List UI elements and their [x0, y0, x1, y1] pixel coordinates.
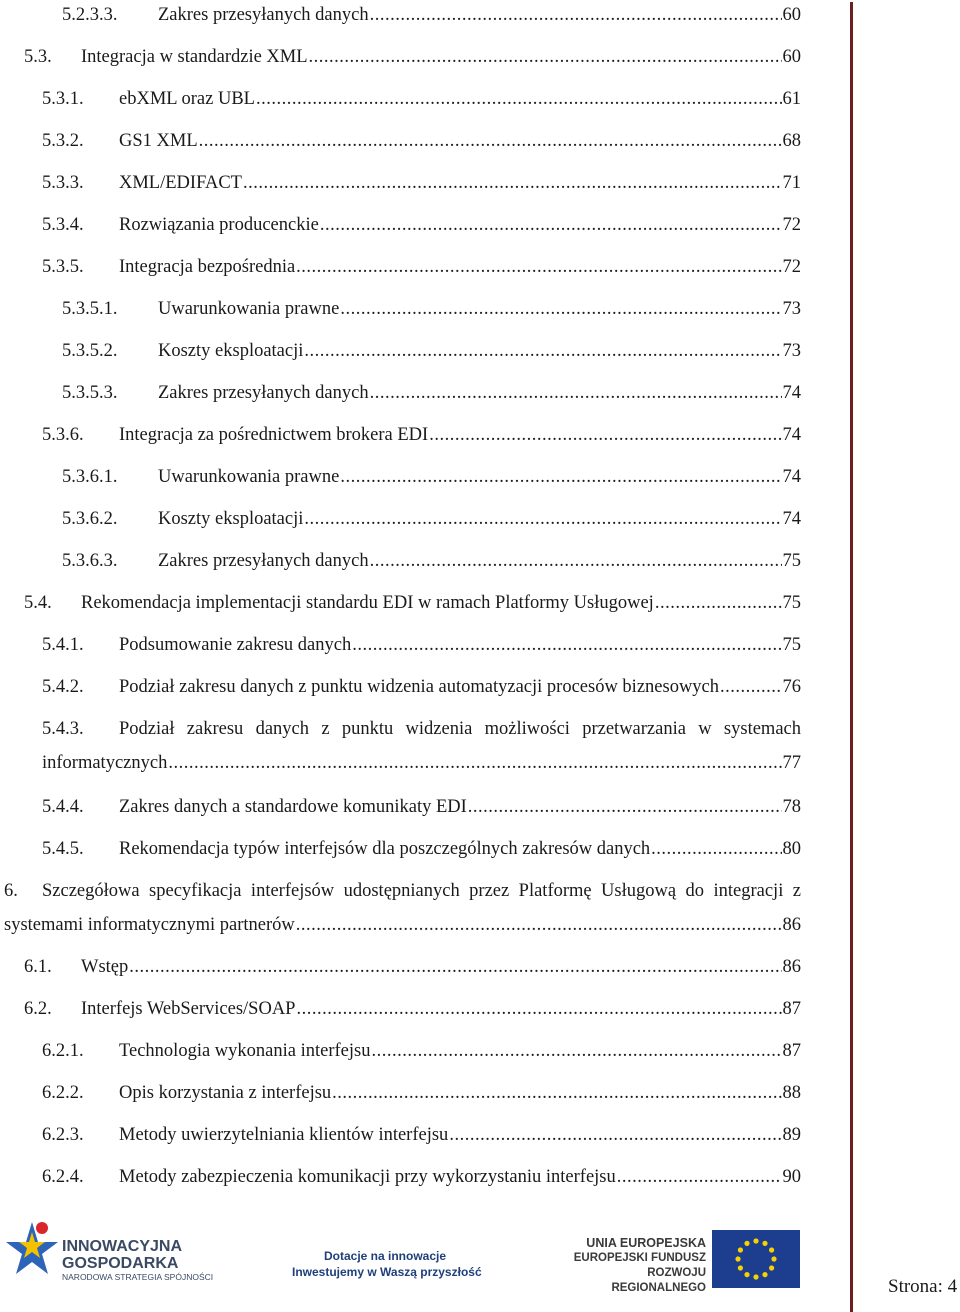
- toc-title: Szczegółowa specyfikacja interfejsów udostępnianych przez Platformę Usługową do integracji z: [42, 881, 801, 901]
- toc-title: Metody uwierzytelniania klientów interfejsu: [119, 1125, 449, 1145]
- toc-page: 68: [782, 131, 801, 151]
- toc-title: Rekomendacja typów interfejsów dla poszczególnych zakresów danych: [119, 839, 651, 859]
- toc-number: 5.4.1.: [42, 635, 84, 655]
- toc-page: 73: [782, 341, 801, 361]
- eu-line: UNIA EUROPEJSKA: [586, 1236, 706, 1250]
- toc-page: 75: [782, 635, 801, 655]
- toc-number: 6.2.3.: [42, 1125, 84, 1145]
- toc-leader: [720, 676, 781, 698]
- toc-leader: [320, 214, 782, 236]
- toc-leader: [129, 956, 781, 978]
- toc-title: Rekomendacja implementacji standardu EDI w ramach Platformy Usługowej: [81, 593, 654, 613]
- toc-number: 6.1.: [24, 957, 52, 977]
- toc-title: Integracja w standardzie XML: [81, 47, 308, 67]
- toc-page: 89: [782, 1125, 801, 1145]
- toc-title: Uwarunkowania prawne: [158, 299, 340, 319]
- toc-number: 5.3.5.2.: [62, 341, 118, 361]
- slogan-line: Dotacje na innowacje: [324, 1249, 447, 1263]
- toc-number: 6.2.1.: [42, 1041, 84, 1061]
- toc-leader: [370, 4, 782, 26]
- logo-line: INNOWACYJNA: [62, 1238, 183, 1255]
- innowacyjna-gospodarka-logo: [4, 1218, 214, 1288]
- toc-page: 72: [782, 257, 801, 277]
- logo-subline: NARODOWA STRATEGIA SPÓJNOŚCI: [62, 1272, 214, 1282]
- toc-page: 86: [782, 915, 801, 935]
- toc-leader: [332, 1082, 781, 1104]
- toc-number: 5.3.5.3.: [62, 383, 118, 403]
- toc-leader: [168, 752, 781, 774]
- toc-number: 6.2.2.: [42, 1083, 84, 1103]
- toc-page: 78: [782, 797, 801, 817]
- toc-leader: [340, 298, 781, 320]
- toc-title: Koszty eksploatacji: [158, 341, 304, 361]
- slogan: [292, 1248, 492, 1280]
- toc-title: Integracja za pośrednictwem brokera EDI: [119, 425, 429, 445]
- toc-page: 60: [782, 47, 801, 67]
- toc-page: 71: [782, 173, 801, 193]
- toc-title: Podsumowanie zakresu danych: [119, 635, 352, 655]
- eu-line: ROZWOJU REGIONALNEGO: [611, 1267, 706, 1294]
- toc-title: Zakres danych a standardowe komunikaty EDI: [119, 797, 467, 817]
- toc-page: 74: [782, 425, 801, 445]
- toc-title: Integracja bezpośrednia: [119, 257, 296, 277]
- toc-title: Interfejs WebServices/SOAP: [81, 999, 296, 1019]
- toc-title: Technologia wykonania interfejsu: [119, 1041, 371, 1061]
- toc-leader: [296, 998, 781, 1020]
- toc-leader: [304, 508, 781, 530]
- toc-number: 5.3.6.2.: [62, 509, 118, 529]
- toc-number: 5.3.1.: [42, 89, 84, 109]
- toc-leader: [243, 172, 782, 194]
- toc-leader: [651, 838, 781, 860]
- toc-page: 74: [782, 383, 801, 403]
- eu-text: [556, 1236, 706, 1296]
- toc-leader: [468, 796, 782, 818]
- page-margin-rule: [850, 2, 853, 1312]
- toc-leader: [371, 1040, 781, 1062]
- toc-page: 88: [782, 1083, 801, 1103]
- toc-leader: [352, 634, 781, 656]
- toc-title-continued: informatycznych: [42, 753, 168, 773]
- toc-title: GS1 XML: [119, 131, 198, 151]
- toc-number: 5.3.4.: [42, 215, 84, 235]
- toc-number: 5.2.3.3.: [62, 5, 118, 25]
- toc-leader: [256, 88, 782, 110]
- toc-leader: [617, 1166, 782, 1188]
- toc-number: 5.3.6.1.: [62, 467, 118, 487]
- toc-page: 87: [782, 1041, 801, 1061]
- toc-page: 72: [782, 215, 801, 235]
- toc-page: 76: [782, 677, 801, 697]
- toc-number: 6.: [4, 881, 18, 901]
- toc-leader: [309, 46, 782, 68]
- page-number: Strona: 4: [888, 1276, 958, 1297]
- toc-title: Podział zakresu danych z punktu widzenia automatyzacji procesów biznesowych: [119, 677, 720, 697]
- toc-number: 5.3.5.: [42, 257, 84, 277]
- toc-leader: [429, 424, 781, 446]
- toc-title: Opis korzystania z interfejsu: [119, 1083, 332, 1103]
- toc-leader: [340, 466, 781, 488]
- toc-number: 5.3.: [24, 47, 52, 67]
- toc-page: 73: [782, 299, 801, 319]
- toc-entry[interactable]: [0, 880, 960, 944]
- toc-page: 80: [782, 839, 801, 859]
- toc-page: 60: [782, 5, 801, 25]
- toc-page: 61: [782, 89, 801, 109]
- toc-number: 5.4.: [24, 593, 52, 613]
- toc-number: 6.2.4.: [42, 1167, 84, 1187]
- toc-leader: [304, 340, 781, 362]
- toc-title: Zakres przesyłanych danych: [158, 5, 369, 25]
- toc-title: Wstęp: [81, 957, 129, 977]
- toc-title: XML/EDIFACT: [119, 173, 242, 193]
- toc-leader: [370, 550, 782, 572]
- toc-page: 87: [782, 999, 801, 1019]
- star-emblem-icon: [4, 1218, 60, 1288]
- toc-leader: [655, 592, 782, 614]
- toc-title-continued: systemami informatycznymi partnerów: [4, 915, 295, 935]
- toc-page: 74: [782, 467, 801, 487]
- toc-number: 5.4.4.: [42, 797, 84, 817]
- toc-number: 5.4.5.: [42, 839, 84, 859]
- toc-page: 86: [782, 957, 801, 977]
- toc-title: Zakres przesyłanych danych: [158, 551, 369, 571]
- toc-page: 90: [782, 1167, 801, 1187]
- toc-leader: [370, 382, 782, 404]
- toc-number: 5.3.5.1.: [62, 299, 118, 319]
- toc-title: Metody zabezpieczenia komunikacji przy wykorzystaniu interfejsu: [119, 1167, 616, 1187]
- toc-title: Rozwiązania producenckie: [119, 215, 319, 235]
- toc-leader: [296, 914, 782, 936]
- toc-page: 74: [782, 509, 801, 529]
- toc-number: 5.4.2.: [42, 677, 84, 697]
- toc-number: 5.3.6.: [42, 425, 84, 445]
- toc-number: 6.2.: [24, 999, 52, 1019]
- slogan-line: Inwestujemy w Waszą przyszłość: [292, 1265, 482, 1279]
- eu-flag-icon: [712, 1230, 800, 1293]
- toc-page: 77: [782, 753, 801, 773]
- toc-page: 75: [782, 593, 801, 613]
- toc-leader: [199, 130, 782, 152]
- toc-title: Koszty eksploatacji: [158, 509, 304, 529]
- toc-number: 5.4.3.: [42, 719, 84, 739]
- toc-number: 5.3.6.3.: [62, 551, 118, 571]
- toc-number: 5.3.3.: [42, 173, 84, 193]
- toc-title: Podział zakresu danych z punktu widzenia możliwości przetwarzania w systemach: [119, 719, 801, 739]
- toc-leader: [296, 256, 781, 278]
- eu-line: EUROPEJSKI FUNDUSZ: [573, 1252, 706, 1264]
- toc-title: Zakres przesyłanych danych: [158, 383, 369, 403]
- toc-title: ebXML oraz UBL: [119, 89, 255, 109]
- toc-leader: [449, 1124, 781, 1146]
- toc-title: Uwarunkowania prawne: [158, 467, 340, 487]
- toc-number: 5.3.2.: [42, 131, 84, 151]
- logo-line: GOSPODARKA: [62, 1255, 179, 1272]
- toc-entry[interactable]: [0, 718, 960, 782]
- toc-page: 75: [782, 551, 801, 571]
